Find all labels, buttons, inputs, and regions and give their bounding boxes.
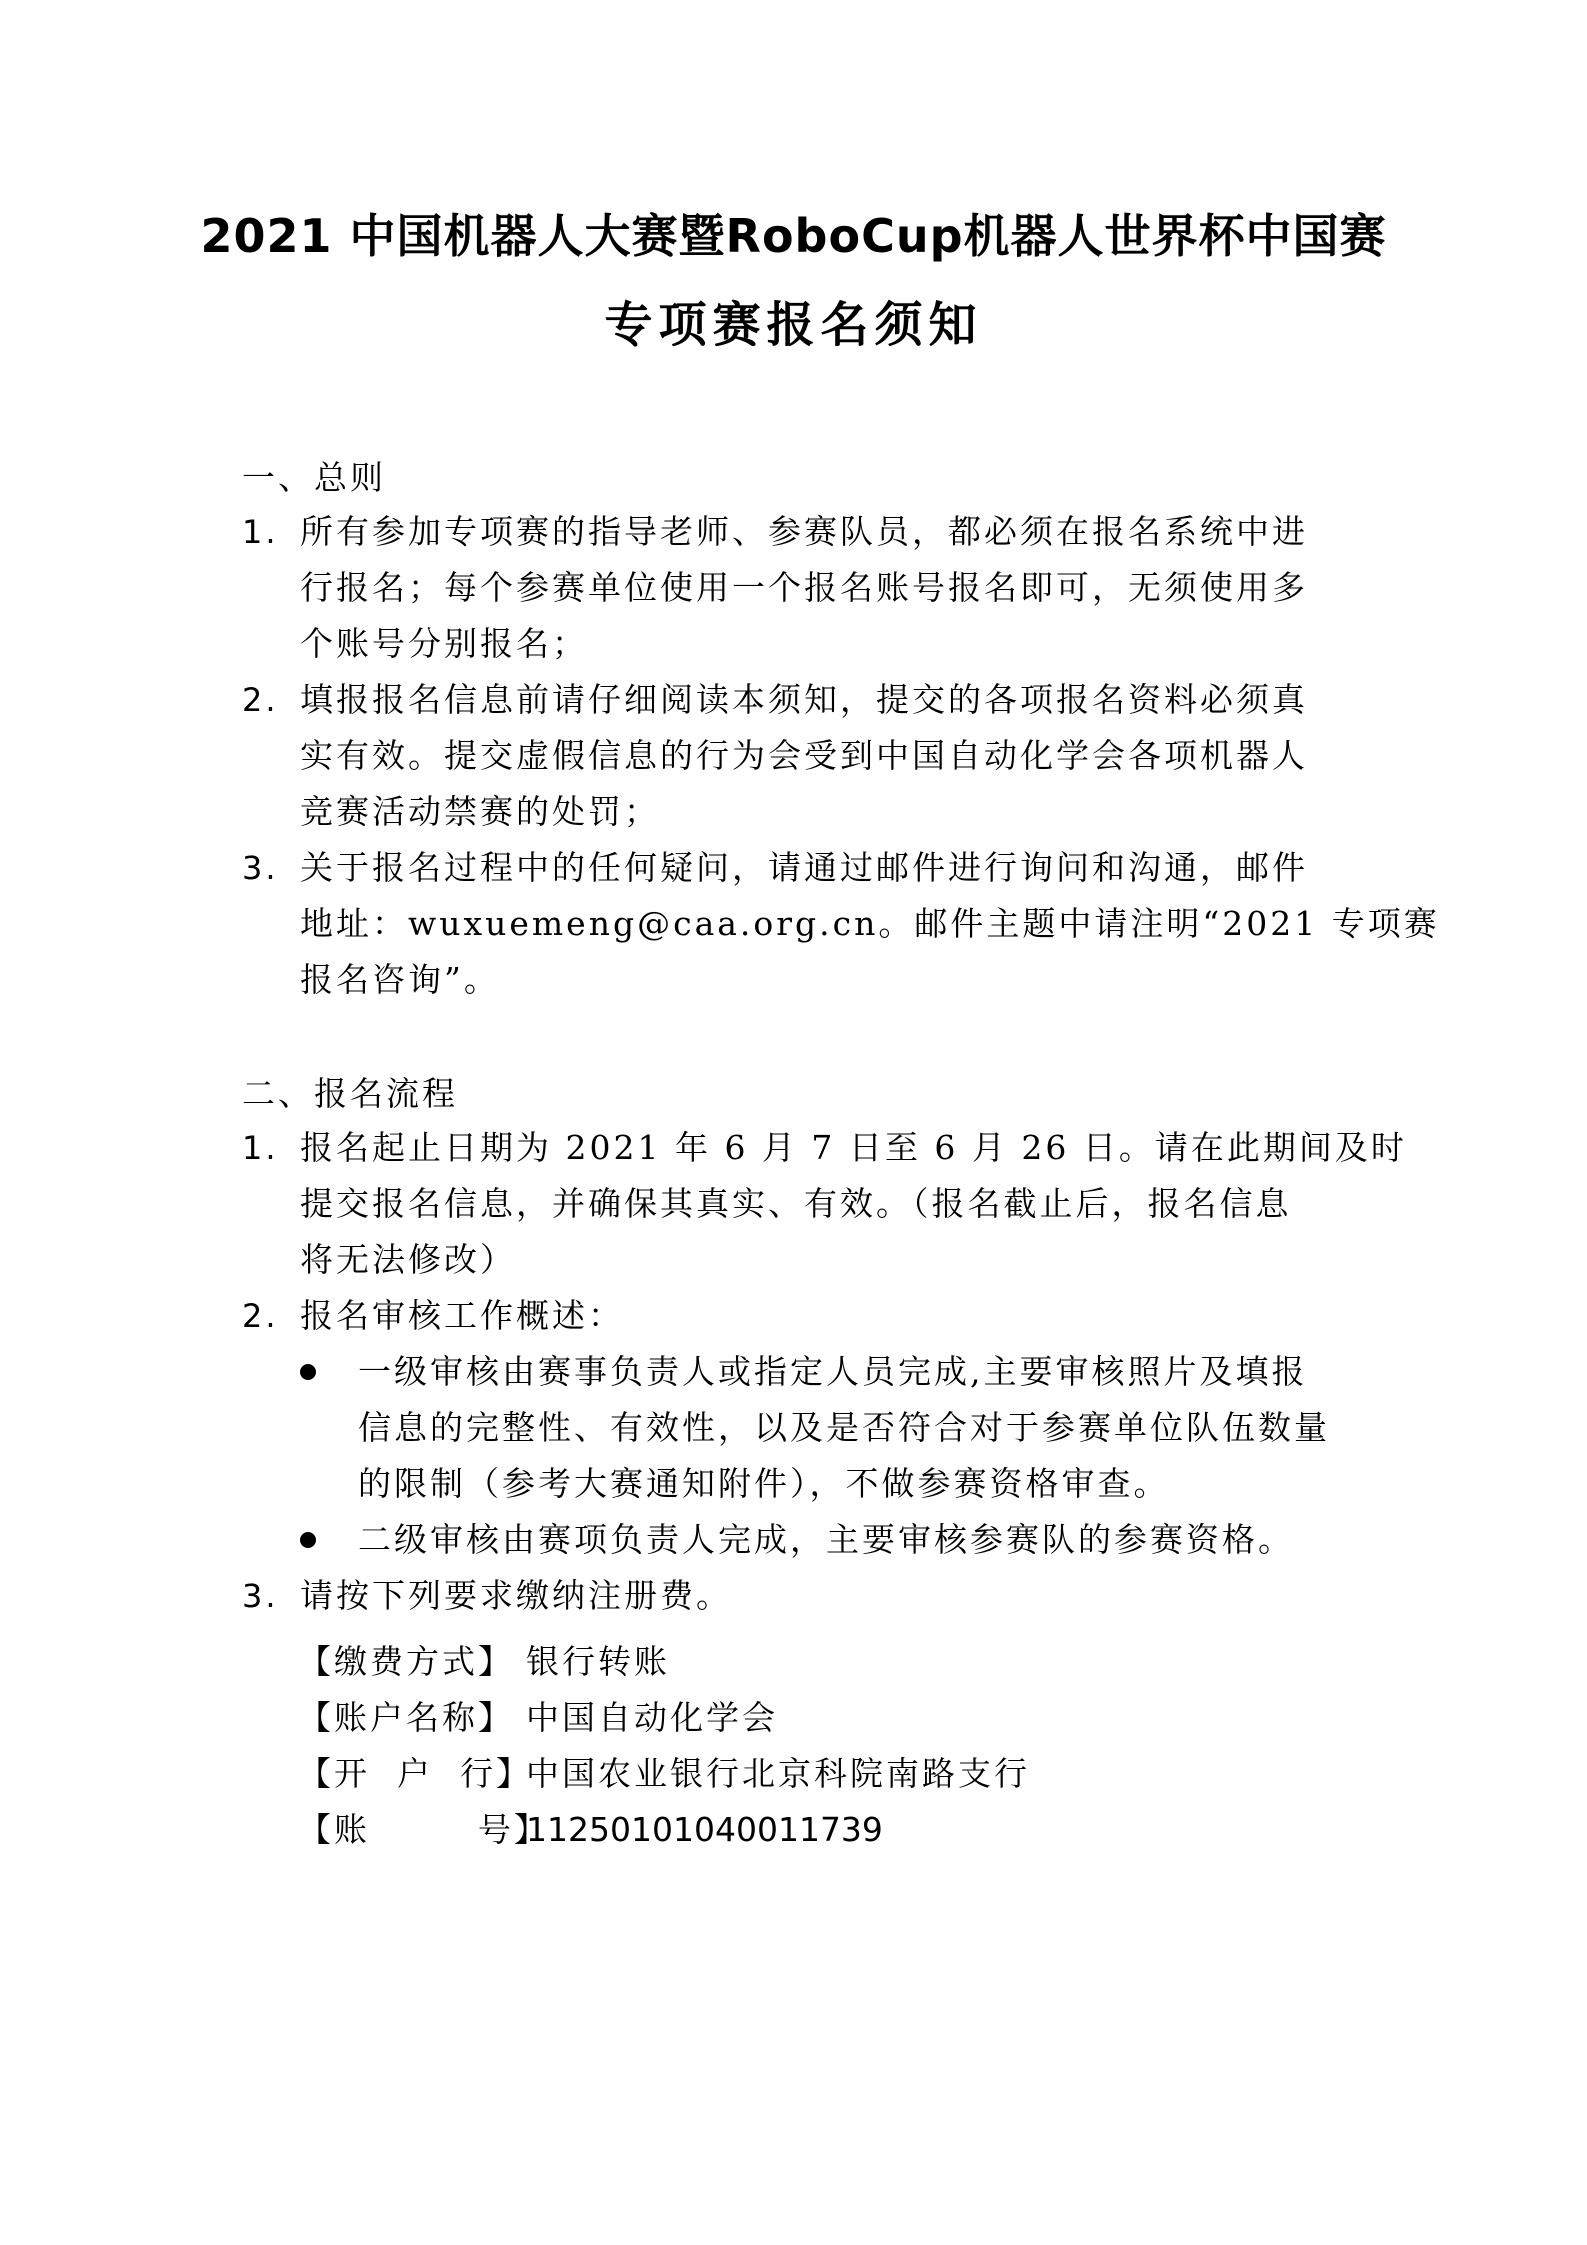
payment-label: 【账户名称】 (298, 1698, 514, 1737)
payment-value: 中国农业银行北京科院南路支行 (526, 1754, 1030, 1793)
section-heading-general: 一、总则 (242, 458, 386, 497)
review-bullet-1 (300, 1344, 1360, 1512)
payment-value: 银行转账 (526, 1642, 670, 1681)
bank-row (298, 1748, 1030, 1795)
section-heading-registration-process: 二、报名流程 (242, 1074, 458, 1113)
process-item-2 (242, 1288, 1362, 1344)
item-line: 行报名；每个参赛单位使用一个报名账号报名即可，无须使用多 (300, 568, 1308, 607)
review-bullet-2 (300, 1512, 1360, 1568)
item-line: 报名起止日期为 2021 年 6 月 7 日至 6 月 26 日。请在此期间及时 (300, 1128, 1407, 1167)
item-number: 2. (242, 681, 279, 719)
item-line: 地址：wuxuemeng@caa.org.cn。邮件主题中请注明“2021 专项赛 (300, 904, 1440, 943)
item-line: 请按下列要求缴纳注册费。 (300, 1576, 732, 1615)
bullet-line: 信息的完整性、有效性，以及是否符合对于参赛单位队伍数量 (358, 1408, 1330, 1447)
payment-label: 【开 户 行】 (298, 1754, 532, 1793)
item-line: 竞赛活动禁赛的处罚； (300, 792, 660, 831)
general-item-2 (242, 672, 1362, 840)
payment-value: 中国自动化学会 (526, 1698, 778, 1737)
document-title-line2: 专项赛报名须知 (604, 297, 983, 353)
payment-label: 【缴费方式】 (298, 1642, 514, 1681)
item-line: 将无法修改） (300, 1240, 516, 1279)
account-number-row (298, 1804, 883, 1851)
account-name-row (298, 1692, 778, 1739)
item-number: 3. (242, 849, 279, 887)
payment-value: 11250101040011739 (526, 1810, 883, 1849)
document-title-line1: 2021 中国机器人大赛暨RoboCup机器人世界杯中国赛 (200, 209, 1387, 263)
item-line: 填报报名信息前请仔细阅读本须知，提交的各项报名资料必须真 (300, 680, 1308, 719)
item-number: 3. (242, 1577, 279, 1615)
item-line: 报名咨询”。 (300, 960, 500, 999)
item-line: 提交报名信息，并确保其真实、有效。（报名截止后，报名信息 (300, 1184, 1292, 1223)
bullet-line: 二级审核由赛项负责人完成，主要审核参赛队的参赛资格。 (358, 1520, 1294, 1559)
item-line: 实有效。提交虚假信息的行为会受到中国自动化学会各项机器人 (300, 736, 1308, 775)
bullet-line: 一级审核由赛事负责人或指定人员完成,主要审核照片及填报 (358, 1352, 1308, 1391)
process-item-1 (242, 1120, 1407, 1288)
bullet-dot-icon (300, 1364, 316, 1380)
item-line: 个账号分别报名； (300, 624, 588, 663)
bullet-line: 的限制（参考大赛通知附件），不做参赛资格审查。 (358, 1464, 1170, 1503)
general-item-1 (242, 504, 1362, 672)
item-number: 1. (242, 513, 279, 551)
process-item-3 (242, 1568, 1362, 1624)
payment-label: 【账 号】 (298, 1810, 550, 1849)
item-number: 2. (242, 1297, 279, 1335)
item-number: 1. (242, 1129, 279, 1167)
item-line: 所有参加专项赛的指导老师、参赛队员，都必须在报名系统中进 (300, 512, 1308, 551)
item-line: 报名审核工作概述： (300, 1296, 624, 1335)
bullet-dot-icon (300, 1532, 316, 1548)
payment-method-row (298, 1636, 670, 1683)
general-item-3 (242, 840, 1440, 1008)
item-line: 关于报名过程中的任何疑问，请通过邮件进行询问和沟通，邮件 (300, 848, 1308, 887)
